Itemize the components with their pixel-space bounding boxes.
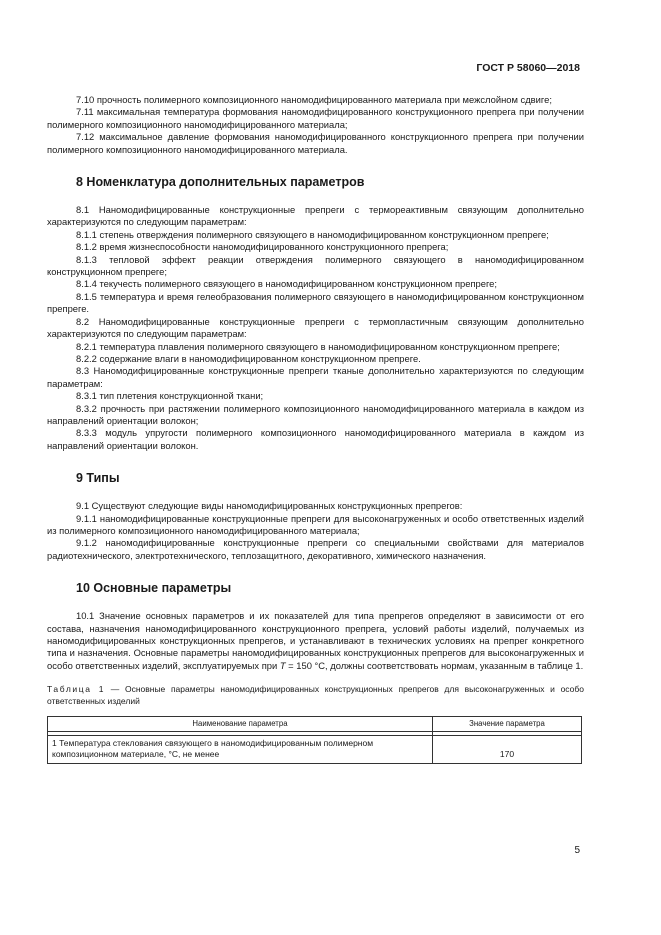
paragraph-8-1-4: 8.1.4 текучесть полимерного связующего в наномодифицированном конструкционном препреге; — [76, 278, 497, 290]
paragraph-8-3-2: 8.3.2 прочность при растяжении полимерного композиционного наномодифицированного материала в каждом из направлений ориентации волокон; — [47, 402, 584, 426]
paragraph-8-1: 8.1 Наномодифицированные конструкционные препреги с термореактивным связующим дополнительно характеризуются по следующим параметрам: — [47, 204, 584, 228]
paragraph-9-1: 9.1 Существуют следующие виды наномодифицированных конструкционных препрегов: — [76, 500, 463, 512]
table-caption-text: — Основные параметры наномодифицированных конструкционных препрегов для высоконагруженных и особо ответственных изделий — [47, 684, 584, 706]
paragraph-8-1-1: 8.1.1 степень отверждения полимерного связующего в наномодифицированном конструкционном препреге; — [76, 228, 549, 240]
paragraph-10-1-text-a: 10.1 Значение основных параметров и их показателей для типа препрегов определяют в зависимости от его состава, назначения наномодифицированного конструкционного препрега, условий работы изделий, получаемых из наномодифицированных конструкционных препрегов, и устанавливают в технических условиях на препрег конкретного типа и назначения. Основные параметры наномодифицированных конструкционных препрегов для высоконагруженных и особо ответственных изделий, эксплуатируемых при — [47, 610, 584, 671]
paragraph-8-2-2: 8.2.2 содержание влаги в наномодифицированном конструкционном препреге. — [76, 352, 421, 364]
paragraph-7-12: 7.12 максимальное давление формования наномодифицированного конструкционного препрега при получении полимерного композиционного наномодифицированного материала. — [47, 131, 584, 155]
paragraph-10-1 — [47, 610, 584, 672]
page-content — [47, 94, 584, 764]
table-row — [48, 735, 582, 763]
paragraph-8-1-2: 8.1.2 время жизнеспособности наномодифицированного конструкционного препрега; — [76, 241, 449, 253]
table-header-row — [48, 717, 582, 732]
paragraph-8-3: 8.3 Наномодифицированные конструкционные препреги тканые дополнительно характеризуются по следующим параметрам: — [47, 365, 584, 389]
section-9-title: 9 Типы — [76, 471, 120, 486]
paragraph-8-2: 8.2 Наномодифицированные конструкционные препреги с термопластичным связующим дополнительно характеризуются по следующим параметрам: — [47, 315, 584, 340]
paragraph-10-1-text-b: = 150 °C, должны соответствовать нормам, указанным в таблице 1. — [285, 659, 584, 671]
header-parameter-name: Наименование параметра — [48, 717, 433, 732]
paragraph-7-10: 7.10 прочность полимерного композиционного наномодифицированного материала при межслойном сдвиге; — [76, 94, 552, 105]
paragraph-9-1-2: 9.1.2 наномодифицированные конструкционные препреги со специальными свойствами для материалов радиотехнического, электротехнического, теплозащитного, декоративного, химического назначения. — [47, 537, 584, 561]
section-10-title: 10 Основные параметры — [76, 581, 232, 596]
header-parameter-value: Значение параметра — [433, 717, 582, 732]
paragraph-8-1-3: 8.1.3 тепловой эффект реакции отверждения полимерного связующего в наномодифицированном конструкционном препреге; — [47, 253, 584, 278]
page-number: 5 — [574, 845, 580, 856]
paragraph-8-3-1: 8.3.1 тип плетения конструкционной ткани; — [76, 390, 264, 402]
paragraph-8-2-1: 8.2.1 температура плавления полимерного связующего в наномодифицированном конструкционном препреге; — [76, 340, 560, 352]
paragraph-8-3-3: 8.3.3 модуль упругости полимерного композиционного наномодифицированного материала в каждом из направлений ориентации волокон. — [47, 427, 584, 451]
paragraph-7-11: 7.11 максимальная температура формования наномодифицированного конструкционного препрега при получении полимерного композиционного наномодифицированного материала; — [47, 106, 584, 130]
cell-parameter-value: 170 — [433, 735, 582, 763]
paragraph-8-1-5: 8.1.5 температура и время гелеобразования полимерного связующего в наномодифицированном конструкционном препреге. — [47, 290, 584, 315]
table-caption — [47, 684, 584, 707]
cell-parameter-name: 1 Температура стеклования связующего в наномодифицированным полимерном композиционном материале, °С, не менее — [48, 735, 433, 763]
paragraph-9-1-1: 9.1.1 наномодифицированные конструкционные препреги для высоконагруженных и особо ответственных изделий из полимерного композиционного наномодифицированного материала; — [47, 512, 584, 536]
temperature-symbol: T — [279, 659, 286, 671]
parameters-table — [47, 716, 582, 764]
document-header: ГОСТ Р 58060—2018 — [476, 62, 580, 74]
section-8-title: 8 Номенклатура дополнительных параметров — [76, 175, 365, 190]
table-caption-label: Таблица 1 — [47, 684, 106, 695]
